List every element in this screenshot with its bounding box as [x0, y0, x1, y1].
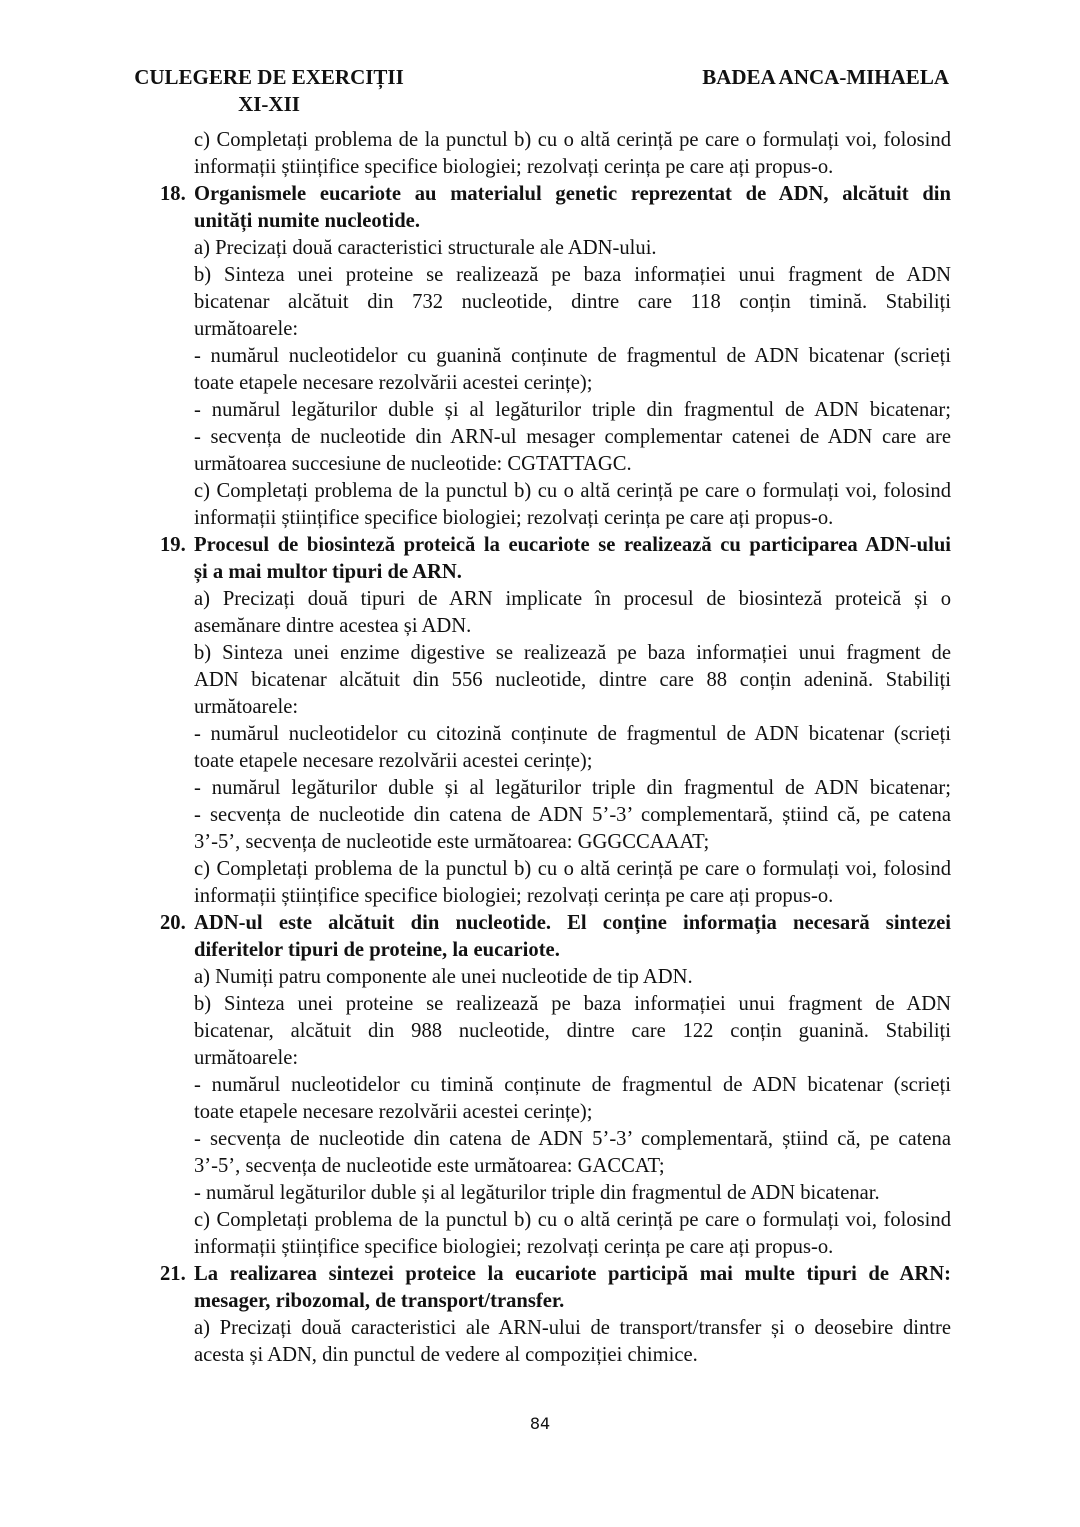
exercise-title-line: și a mai multor tipuri de ARN. [194, 561, 462, 583]
book-title [129, 64, 409, 118]
text-line: acesta și ADN, din punctul de vedere al compoziției chimice. [194, 1344, 698, 1366]
author-name: BADEA ANCA-MIHAELA [702, 65, 949, 89]
text-line: - numărul legăturilor duble și al legăturilor triple din fragmentul de ADN bicatenar; [194, 399, 951, 421]
exercise-title-line: Organismele eucariote au materialul genetic reprezentat de ADN, alcătuit din [194, 183, 951, 205]
text-line: - numărul nucleotidelor cu guanină conținute de fragmentul de ADN bicatenar (scrieți [194, 345, 951, 367]
text-line: a) Precizați două caracteristici ale ARN-ului de transport/transfer și o deosebire dintre [194, 1317, 951, 1339]
text-line: - secvența de nucleotide din catena de ADN 5’-3’ complementară, știind că, pe catena [194, 1128, 951, 1150]
exercise-title-line: ADN-ul este alcătuit din nucleotide. El conține informația necesară sintezei [194, 912, 951, 934]
page-content [160, 127, 951, 1369]
text-line: bicatenar alcătuit din 732 nucleotide, dintre care 118 conțin timină. Stabiliți [194, 291, 951, 313]
text-line: informații științifice specifice biologiei; rezolvați cerința pe care ați propus-o. [194, 885, 834, 907]
text-line: toate etapele necesare rezolvării acestei cerințe); [194, 1101, 593, 1123]
text-line: 3’-5’, secvența de nucleotide este următoarea: GGGCCAAAT; [194, 831, 710, 853]
exercise-title-line: mesager, ribozomal, de transport/transfer. [194, 1290, 565, 1312]
text-line: a) Precizați două caracteristici structurale ale ADN-ului. [194, 237, 657, 259]
exercise-20 [160, 910, 951, 1261]
text-line: - numărul nucleotidelor cu citozină conținute de fragmentul de ADN bicatenar (scrieți [194, 723, 951, 745]
text-line: asemănare dintre acestea și ADN. [194, 615, 472, 637]
text-line: informații științifice specifice biologiei; rezolvați cerința pe care ați propus-o. [194, 507, 834, 529]
text-line: informații științifice specifice biologiei; rezolvați cerința pe care ați propus-o. [194, 1236, 834, 1258]
text-line: următoarele: [194, 318, 299, 340]
text-line: bicatenar, alcătuit din 988 nucleotide, dintre care 122 conțin guanină. Stabiliți [194, 1020, 951, 1042]
text-line: b) Sinteza unei enzime digestive se realizează pe baza informației unui fragment de [194, 642, 951, 664]
exercise-number: 21. [160, 1263, 186, 1285]
exercise-title-line: diferitelor tipuri de proteine, la eucariote. [194, 939, 560, 961]
text-line: b) Sinteza unei proteine se realizează pe baza informației unui fragment de ADN [194, 264, 951, 286]
text-line: a) Numiți patru componente ale unei nucleotide de tip ADN. [194, 966, 693, 988]
exercise-19 [160, 532, 951, 910]
exercise-title-line: Procesul de biosinteză proteică la eucariote se realizează cu participarea ADN-ului [194, 534, 951, 556]
text-line: c) Completați problema de la punctul b) cu o altă cerință pe care o formulați voi, folosind [194, 858, 951, 880]
intro-continuation [160, 127, 951, 181]
text-line: - numărul legăturilor duble și al legăturilor triple din fragmentul de ADN bicatenar; [194, 777, 951, 799]
text-line: c) Completați problema de la punctul b) cu o altă cerință pe care o formulați voi, folosind [194, 1209, 951, 1231]
exercise-18 [160, 181, 951, 532]
exercise-number: 20. [160, 912, 186, 934]
text-line: toate etapele necesare rezolvării acestei cerințe); [194, 750, 593, 772]
text-line: b) Sinteza unei proteine se realizează pe baza informației unui fragment de ADN [194, 993, 951, 1015]
text-line: c) Completați problema de la punctul b) cu o altă cerință pe care o formulați voi, folosind [194, 129, 951, 151]
exercise-title-line: La realizarea sintezei proteice la eucariote participă mai multe tipuri de ARN: [194, 1263, 951, 1285]
text-line: toate etapele necesare rezolvării acestei cerințe); [194, 372, 593, 394]
page-number: 84 [529, 1414, 551, 1433]
text-line: informații științifice specifice biologiei; rezolvați cerința pe care ați propus-o. [194, 156, 834, 178]
book-title-line1: CULEGERE DE EXERCIȚII [134, 65, 404, 89]
exercise-title-line: unități numite nucleotide. [194, 210, 420, 232]
exercise-21 [160, 1261, 951, 1369]
text-line: a) Precizați două tipuri de ARN implicate în procesul de biosinteză proteică și o [194, 588, 951, 610]
exercise-number: 18. [160, 183, 186, 205]
exercise-number: 19. [160, 534, 186, 556]
text-line: următoarele: [194, 1047, 299, 1069]
text-line: - numărul nucleotidelor cu timină conținute de fragmentul de ADN bicatenar (scrieți [194, 1074, 951, 1096]
book-title-line2: XI-XII [238, 92, 300, 116]
text-line: următoarele: [194, 696, 299, 718]
text-line: - numărul legăturilor duble și al legăturilor triple din fragmentul de ADN bicatenar. [194, 1182, 880, 1204]
text-line: - secvența de nucleotide din catena de ADN 5’-3’ complementară, știind că, pe catena [194, 804, 951, 826]
text-line: 3’-5’, secvența de nucleotide este următoarea: GACCAT; [194, 1155, 665, 1177]
text-line: - secvența de nucleotide din ARN-ul mesager complementar catenei de ADN care are [194, 426, 951, 448]
text-line: următoarea succesiune de nucleotide: CGTATTAGC. [194, 453, 632, 475]
text-line: ADN bicatenar alcătuit din 556 nucleotide, dintre care 88 conțin adenină. Stabiliți [194, 669, 951, 691]
text-line: c) Completați problema de la punctul b) cu o altă cerință pe care o formulați voi, folosind [194, 480, 951, 502]
